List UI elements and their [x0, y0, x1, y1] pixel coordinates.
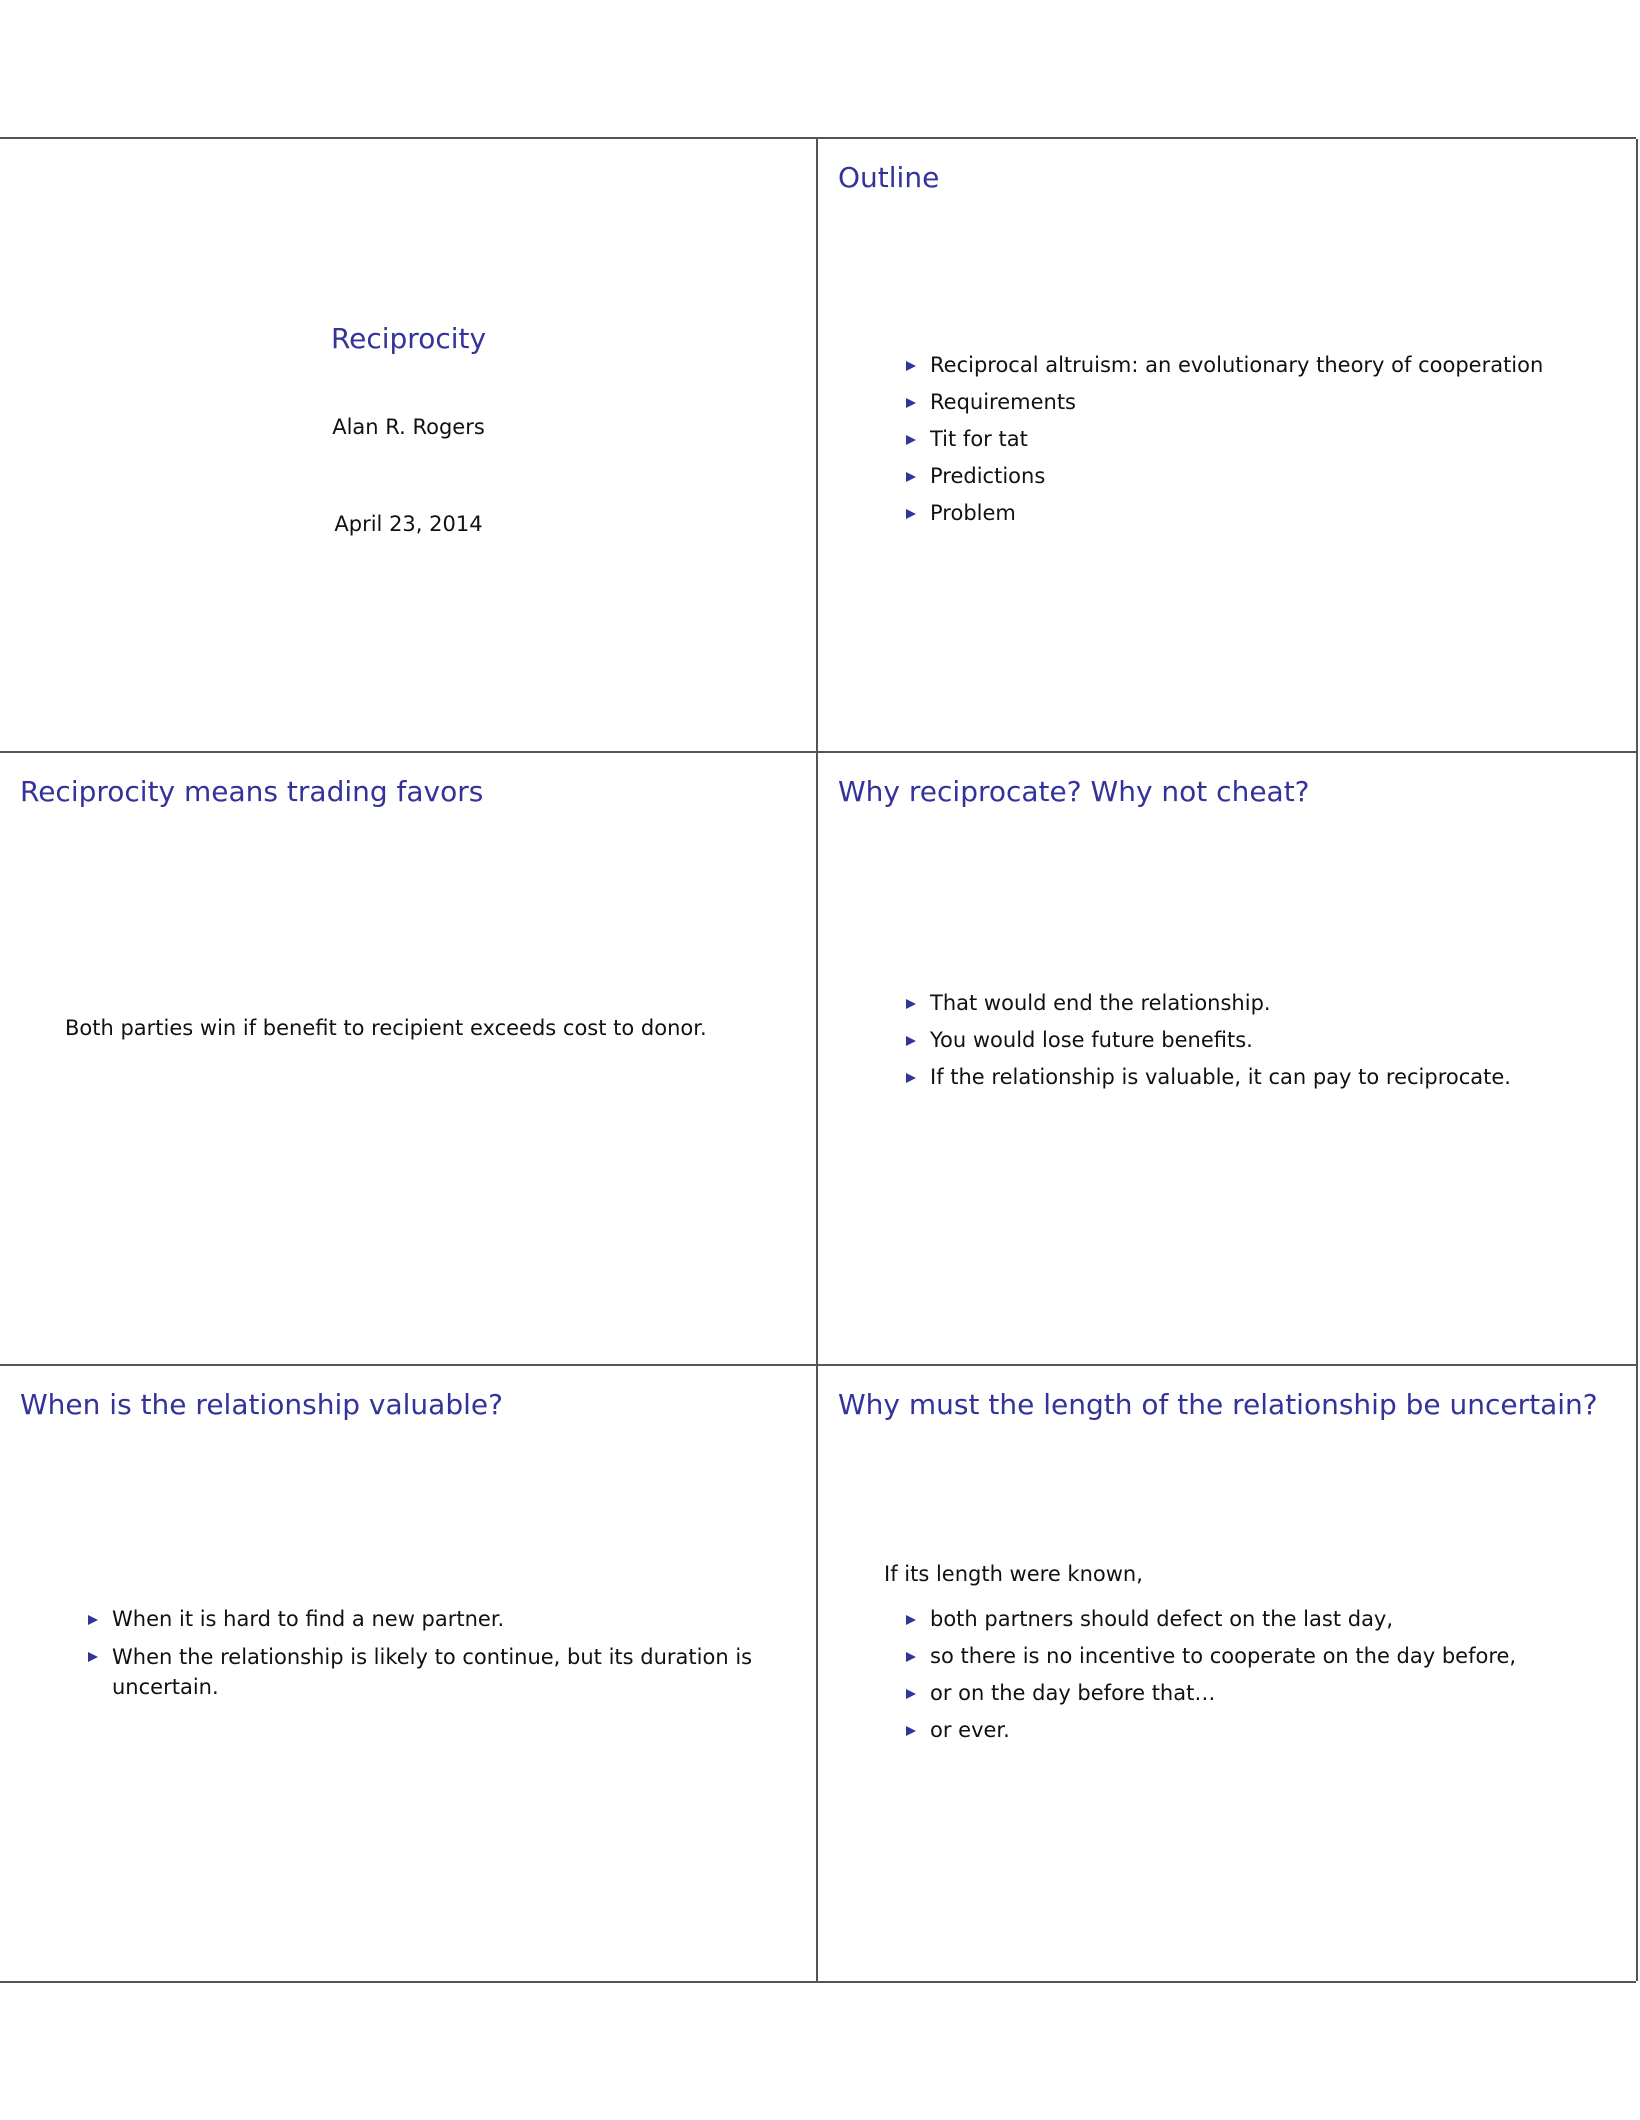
list-item: Predictions — [904, 458, 1543, 495]
bullet-triangle-icon — [906, 1073, 916, 1083]
author: Alan R. Rogers — [332, 415, 485, 439]
list-item: or on the day before that… — [904, 1675, 1516, 1712]
bullet-triangle-icon — [906, 1036, 916, 1046]
bullet-triangle-icon — [906, 509, 916, 519]
bullet-triangle-icon — [906, 1652, 916, 1662]
bullet-triangle-icon — [906, 1726, 916, 1736]
list-item: When the relationship is likely to continue, but its duration is uncertain. — [86, 1638, 752, 1702]
frame-title: Outline — [838, 161, 940, 194]
bullet-triangle-icon — [906, 1689, 916, 1699]
frame-title: Why reciprocate? Why not cheat? — [838, 775, 1310, 808]
title-slide — [0, 139, 817, 752]
date: April 23, 2014 — [334, 512, 483, 536]
bullet-triangle-icon — [906, 398, 916, 408]
frame-title: Reciprocity means trading favors — [20, 775, 484, 808]
list-item: Reciprocal altruism: an evolutionary theory of cooperation — [904, 347, 1543, 384]
frame-title: Why must the length of the relationship be uncertain? — [838, 1388, 1598, 1421]
bullet-list — [904, 985, 1511, 1096]
bullet-triangle-icon — [906, 472, 916, 482]
list-item: If the relationship is valuable, it can pay to reciprocate. — [904, 1059, 1511, 1096]
why-reciprocate-slide — [818, 753, 1635, 1366]
presentation-title: Reciprocity — [330, 322, 487, 355]
list-item: That would end the relationship. — [904, 985, 1511, 1022]
bullet-list — [904, 1601, 1516, 1749]
bullet-triangle-icon — [906, 435, 916, 445]
list-item: Tit for tat — [904, 421, 1543, 458]
list-item: When it is hard to find a new partner. — [86, 1601, 752, 1638]
bullet-triangle-icon — [906, 361, 916, 371]
bullet-list — [86, 1601, 752, 1702]
frame-title: When is the relationship valuable? — [20, 1388, 503, 1421]
list-item: Problem — [904, 495, 1543, 532]
bullet-triangle-icon — [88, 1615, 98, 1625]
bullet-triangle-icon — [88, 1652, 98, 1662]
list-item: or ever. — [904, 1712, 1516, 1749]
slide-grid — [0, 137, 1636, 1983]
right-border — [1636, 139, 1638, 1981]
trading-favors-slide — [0, 753, 817, 1366]
valuable-slide — [0, 1366, 817, 1979]
list-item: so there is no incentive to cooperate on the day before, — [904, 1638, 1516, 1675]
bullet-triangle-icon — [906, 999, 916, 1009]
uncertain-length-slide — [818, 1366, 1635, 1979]
body-text: Both parties win if benefit to recipient exceeds cost to donor. — [65, 1016, 707, 1040]
intro-text: If its length were known, — [884, 1562, 1143, 1586]
list-item: both partners should defect on the last day, — [904, 1601, 1516, 1638]
list-item: Requirements — [904, 384, 1543, 421]
outline-slide — [818, 139, 1635, 752]
list-item: You would lose future benefits. — [904, 1022, 1511, 1059]
outline-list — [904, 347, 1543, 532]
bullet-triangle-icon — [906, 1615, 916, 1625]
